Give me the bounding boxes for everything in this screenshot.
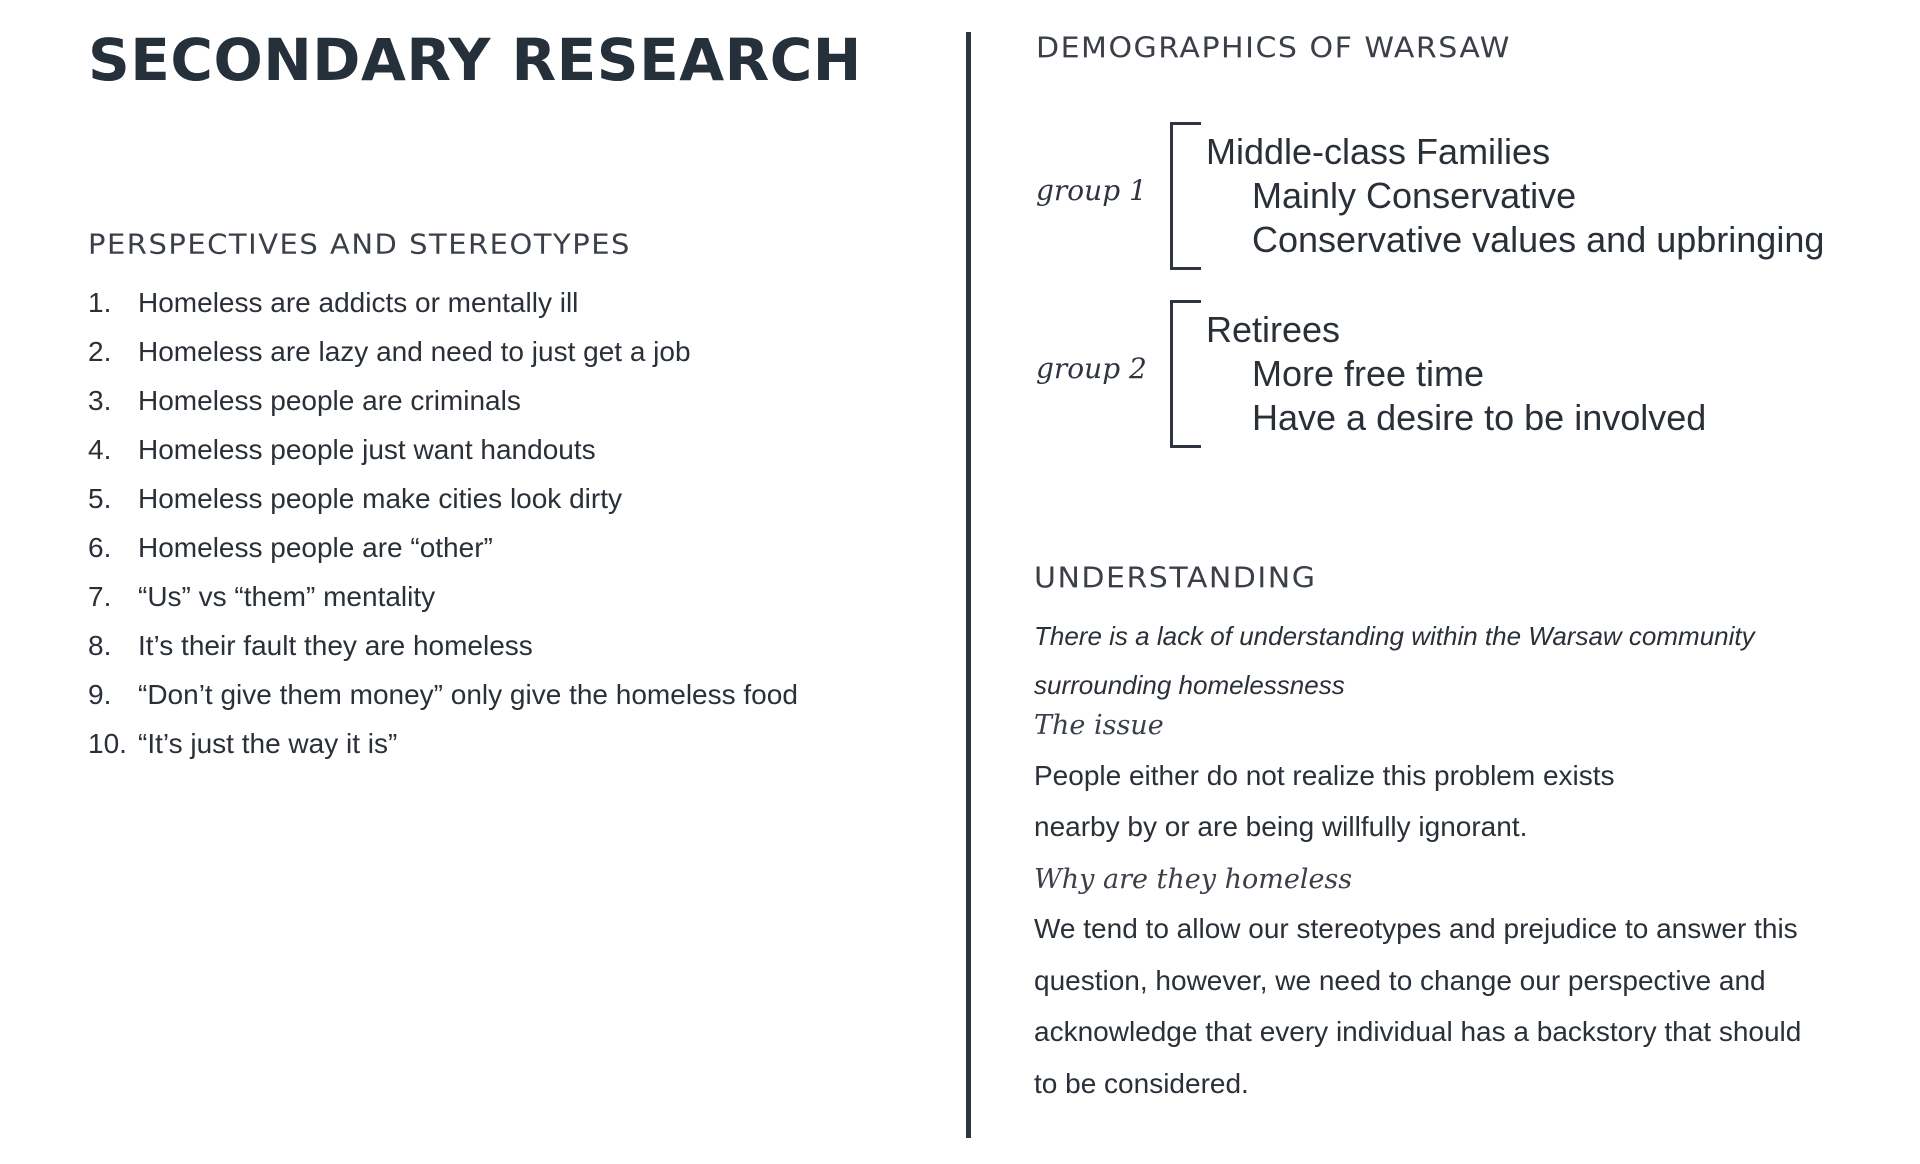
bracket <box>1170 300 1201 448</box>
list-text: Homeless are lazy and need to just get a job <box>138 335 691 367</box>
stereotypes-list <box>88 278 798 768</box>
list-number: 9. <box>88 678 112 710</box>
list-item <box>88 621 798 670</box>
issue-line: nearby by or are being willfully ignorant. <box>1034 811 1528 842</box>
list-number: 1. <box>88 286 112 318</box>
issue-label: The issue <box>1034 710 1164 741</box>
group-sub-label: Conservative values and upbringing <box>1252 219 1825 260</box>
group-sub-label: Have a desire to be involved <box>1252 397 1707 438</box>
group-main-label: Middle-class Families <box>1206 131 1551 172</box>
list-item <box>88 719 798 768</box>
understanding-heading: UNDERSTANDING <box>1034 562 1317 596</box>
list-text: “It’s just the way it is” <box>138 727 398 759</box>
list-text: “Don’t give them money” only give the homeless food <box>138 678 798 710</box>
why-label: Why are they homeless <box>1034 864 1353 895</box>
list-item <box>88 670 798 719</box>
list-text: Homeless people make cities look dirty <box>138 482 622 514</box>
list-text: Homeless people are “other” <box>138 531 493 563</box>
list-number: 6. <box>88 531 112 563</box>
list-number: 7. <box>88 580 112 612</box>
list-item <box>88 327 798 376</box>
demographics-heading: DEMOGRAPHICS OF WARSAW <box>1036 32 1511 66</box>
group-label: group 1 <box>1036 174 1147 207</box>
page-title: SECONDARY RESEARCH <box>88 26 862 94</box>
list-text: Homeless people just want handouts <box>138 433 596 465</box>
perspectives-heading: PERSPECTIVES AND STEREOTYPES <box>88 228 631 261</box>
list-text: Homeless people are criminals <box>138 384 521 416</box>
list-number: 3. <box>88 384 112 416</box>
list-number: 5. <box>88 482 112 514</box>
why-line: question, however, we need to change our perspective and <box>1034 965 1766 996</box>
list-item <box>88 572 798 621</box>
issue-line: People either do not realize this problem exists <box>1034 760 1615 791</box>
list-item <box>88 376 798 425</box>
group-sub-label: Mainly Conservative <box>1252 175 1577 216</box>
list-number: 2. <box>88 335 112 367</box>
group-sub-label: More free time <box>1252 353 1485 394</box>
why-line: We tend to allow our stereotypes and prejudice to answer this <box>1034 913 1798 944</box>
list-text: It’s their fault they are homeless <box>138 629 533 661</box>
why-line: to be considered. <box>1034 1068 1249 1099</box>
group-main-label: Retirees <box>1206 309 1341 350</box>
understanding-statement: There is a lack of understanding within the Warsaw community surrounding homelessness <box>1034 621 1755 700</box>
column-divider <box>966 32 971 1138</box>
list-number: 4. <box>88 433 112 465</box>
list-number: 10. <box>88 727 127 759</box>
list-text: Homeless are addicts or mentally ill <box>138 286 579 318</box>
list-item <box>88 278 798 327</box>
bracket <box>1170 122 1201 270</box>
list-item <box>88 523 798 572</box>
group-label: group 2 <box>1036 352 1147 385</box>
list-item <box>88 425 798 474</box>
group-lines <box>1206 130 1824 262</box>
group-lines <box>1206 308 1706 440</box>
why-line: acknowledge that every individual has a backstory that should <box>1034 1016 1802 1047</box>
list-item <box>88 474 798 523</box>
list-text: “Us” vs “them” mentality <box>138 580 436 612</box>
list-number: 8. <box>88 629 112 661</box>
